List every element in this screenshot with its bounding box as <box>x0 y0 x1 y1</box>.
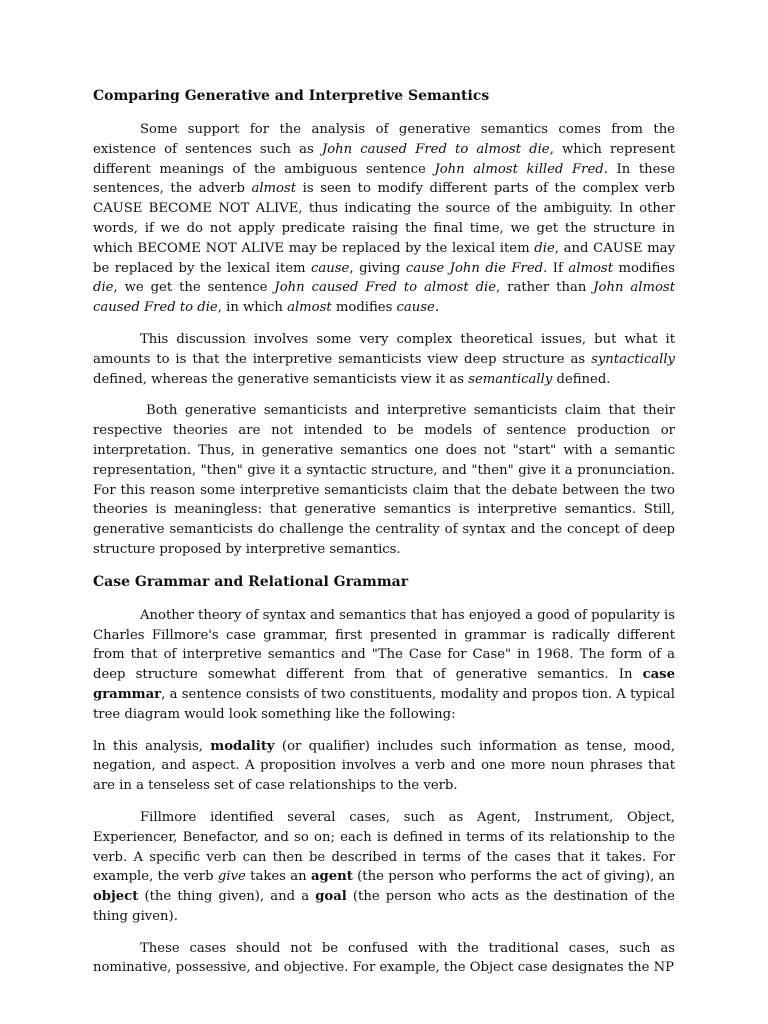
italic-run: cause <box>311 260 350 276</box>
italic-run: almost <box>251 181 297 197</box>
text-run: ) includes such information as tense, mood, negation, and aspect. A proposition involves a verb and one more noun phrases that are in a tenseless set of case relationships to the verb. <box>93 738 676 794</box>
italic-run: syntactically <box>591 351 675 367</box>
italic-run: die <box>534 240 555 256</box>
italic-run: give <box>217 869 246 885</box>
text-run: (the thing given), and a <box>138 889 316 905</box>
italic-run: die <box>93 280 114 296</box>
italic-run: John almost caused Fred to die <box>93 280 676 316</box>
text-run: Both generative semanticists and interpretive semanticists claim that their respective theories are not intended to be models of sentence production or interpretation. Thus, in generative semantics one does not "start" with a semantic representation, "then" give it a syntactic structure, and "then" give it a pronunciation. For this reason some interpretive semanticists claim that the debate between the two theories is meaningless: that generative semantics is interpretive semantics. Still, generative semanticists do challenge the centrality of syntax and the concept of deep structure proposed by interpretive semantics. <box>93 403 675 557</box>
italic-run: John caused Fred to almost die, <box>321 141 554 157</box>
italic-run: semantically <box>468 371 553 387</box>
text-run: modifies <box>613 260 675 276</box>
text-run: ( <box>274 738 288 754</box>
italic-run: John almost killed Fred. <box>434 161 608 177</box>
section-heading-comparing: Comparing Generative and Interpretive Semantics <box>93 88 490 104</box>
section-heading-case-grammar: Case Grammar and Relational Grammar <box>93 573 409 590</box>
text-run: This discussion involves some very complex theoretical issues, but what it amounts to is that the interpretive semanticists view deep structure as <box>93 331 675 367</box>
text-run: Fillmore identified several cases, such as Agent, Instrument, Object, Experiencer, Benefactor, and so on; each is defined in terms of its relationship to the verb. A specific verb can then be described in terms of the cases that it takes. For example, the verb <box>93 809 675 885</box>
text-run: Another theory of syntax and semantics that has enjoyed a good of popularity is Charles Fillmore's case grammar, first presented in grammar is radically different from that of interpretive semantics and "The Case for Case" in 1968. The form of a deep structure somewhat different from that of generative semantics. In <box>93 607 675 683</box>
text-run: defined, whereas the generative semanticists view it as <box>93 371 469 387</box>
text-run: takes an <box>245 869 311 885</box>
text-run: or qualifier <box>287 738 365 754</box>
italic-run: John caused Fred to almost die <box>274 280 497 296</box>
italic-run: cause <box>396 300 435 316</box>
paragraph-1 <box>93 120 675 318</box>
text-run: is seen to modify different parts of the complex verb CAUSE BECOME NOT ALIVE, thus indicating the source of the ambiguity. In other words, if we do not apply predicate raising the final time, we get the structure in which BECOME NOT ALIVE may be replaced by the lexical item <box>93 181 675 256</box>
paragraph-2 <box>93 330 675 389</box>
bold-term: modality <box>210 738 275 754</box>
bold-term: case grammar <box>93 667 675 702</box>
bold-term: goal <box>315 889 347 905</box>
text-run: (the person who performs the act of giving), an <box>352 869 675 885</box>
paragraph-4 <box>93 606 675 725</box>
paragraph-3 <box>93 401 675 559</box>
text-run: . <box>434 300 440 316</box>
bold-term: object <box>93 889 139 905</box>
bold-term: agent <box>310 869 353 885</box>
text-run: , and CAUSE may be replaced by the lexical item <box>93 240 675 276</box>
text-run: (the person who acts as the destination of the thing given). <box>93 889 675 924</box>
text-run: , in which <box>217 300 288 316</box>
paragraph-5 <box>93 737 675 796</box>
text-run: , giving <box>349 260 406 276</box>
text-run: modifies <box>331 300 397 316</box>
italic-run: almost <box>287 300 332 316</box>
text-run: , a sentence consists of two constituents, modality and propos tion. A typical tree diagram would look something like the following: <box>93 686 675 722</box>
text-run: In these sentences, the adverb <box>93 161 675 197</box>
text-run: which represent different meanings of the ambiguous sentence <box>93 141 675 177</box>
italic-run: almost <box>568 260 613 276</box>
text-run: Some support for the analysis of generative semantics comes from the existence of sentences such as <box>93 122 675 157</box>
text-run: , rather than <box>496 280 594 296</box>
paragraph-6 <box>93 808 675 927</box>
italic-run: cause John die Fred <box>405 260 544 276</box>
text-run: , we get the sentence <box>113 280 275 296</box>
text-run: defined. <box>552 371 611 387</box>
text-run: . If <box>543 260 569 276</box>
text-run: ln this analysis, <box>93 738 211 754</box>
paragraph-7 <box>93 939 675 979</box>
text-run: These cases should not be confused with the traditional cases, such as nominative, possessive, and objective. For example, the Object case designates the NP <box>93 940 675 976</box>
